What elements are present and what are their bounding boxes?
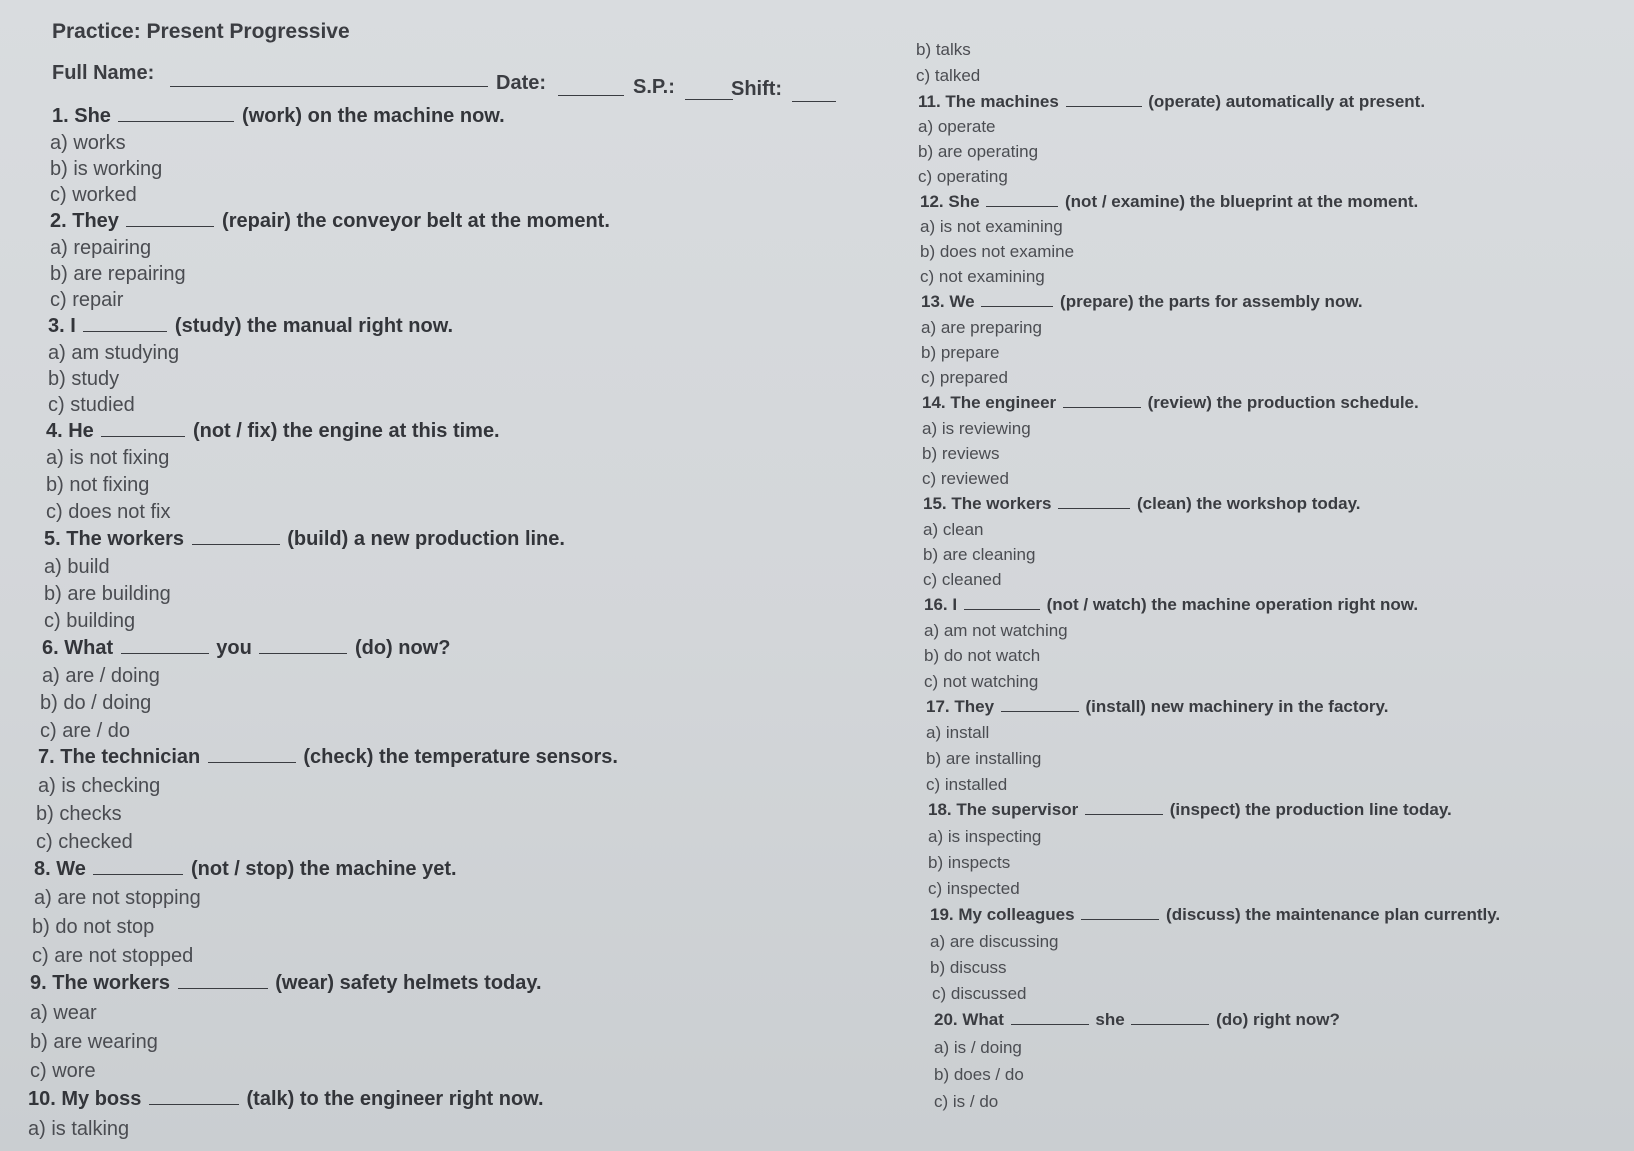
question-8: 8. We (not / stop) the machine yet.: [34, 858, 457, 880]
answer-blank[interactable]: [101, 435, 185, 437]
option-18c[interactable]: c) inspected: [928, 879, 1020, 898]
option-11a[interactable]: a) operate: [918, 117, 996, 136]
option-19c[interactable]: c) discussed: [932, 984, 1027, 1003]
option-2b[interactable]: b) are repairing: [50, 263, 186, 285]
option-3a[interactable]: a) am studying: [48, 342, 180, 364]
option-19a[interactable]: a) are discussing: [930, 932, 1059, 951]
option-15a[interactable]: a) clean: [923, 520, 984, 539]
option-12a[interactable]: a) is not examining: [920, 217, 1063, 236]
option-1b[interactable]: b) is working: [50, 158, 163, 180]
answer-blank-2[interactable]: [1131, 1023, 1209, 1025]
option-8c[interactable]: c) are not stopped: [32, 945, 194, 967]
question-6: 6. What you (do) now?: [42, 637, 451, 659]
sp-label: S.P.:: [633, 76, 675, 98]
option-4a[interactable]: a) is not fixing: [46, 447, 170, 469]
option-8b[interactable]: b) do not stop: [32, 916, 155, 938]
question-10: 10. My boss (talk) to the engineer right now.: [28, 1088, 544, 1110]
answer-blank[interactable]: [986, 205, 1058, 207]
answer-blank-1[interactable]: [1011, 1023, 1089, 1025]
sp-field[interactable]: [685, 99, 733, 100]
answer-blank[interactable]: [178, 987, 268, 989]
option-4c[interactable]: c) does not fix: [46, 501, 171, 523]
option-12c[interactable]: c) not examining: [920, 267, 1045, 286]
option-2c[interactable]: c) repair: [50, 289, 124, 311]
option-11b[interactable]: b) are operating: [918, 142, 1039, 161]
option-13b[interactable]: b) prepare: [921, 343, 1000, 362]
option-14b[interactable]: b) reviews: [922, 444, 1000, 463]
option-18b[interactable]: b) inspects: [928, 853, 1011, 872]
option-6b[interactable]: b) do / doing: [40, 692, 152, 714]
answer-blank[interactable]: [1066, 105, 1142, 107]
option-7b[interactable]: b) checks: [36, 803, 122, 825]
option-4b[interactable]: b) not fixing: [46, 474, 150, 496]
option-9c[interactable]: c) wore: [30, 1060, 96, 1082]
full-name-label: Full Name:: [52, 62, 155, 84]
question-13: 13. We (prepare) the parts for assembly now.: [921, 292, 1363, 311]
answer-blank[interactable]: [118, 120, 234, 122]
question-1: 1. She (work) on the machine now.: [52, 105, 505, 127]
option-16b[interactable]: b) do not watch: [924, 646, 1041, 665]
answer-blank-1[interactable]: [121, 652, 209, 654]
shift-field[interactable]: [792, 101, 836, 102]
option-10c[interactable]: c) talked: [916, 66, 981, 85]
answer-blank[interactable]: [1063, 406, 1141, 408]
answer-blank-2[interactable]: [259, 652, 347, 654]
option-1c[interactable]: c) worked: [50, 184, 137, 206]
question-11: 11. The machines (operate) automatically at present.: [918, 92, 1426, 111]
answer-blank[interactable]: [1058, 507, 1130, 509]
option-7c[interactable]: c) checked: [36, 831, 133, 853]
option-3c[interactable]: c) studied: [48, 394, 135, 416]
option-15b[interactable]: b) are cleaning: [923, 545, 1036, 564]
page-title: Practice: Present Progressive: [52, 20, 350, 43]
question-7: 7. The technician (check) the temperature sensors.: [38, 746, 618, 768]
question-12: 12. She (not / examine) the blueprint at the moment.: [920, 192, 1419, 211]
option-5b[interactable]: b) are building: [44, 583, 171, 605]
option-8a[interactable]: a) are not stopping: [34, 887, 201, 909]
full-name-field[interactable]: [170, 86, 488, 87]
option-20b[interactable]: b) does / do: [934, 1065, 1024, 1084]
option-3b[interactable]: b) study: [48, 368, 120, 390]
question-3: 3. I (study) the manual right now.: [48, 315, 454, 337]
option-18a[interactable]: a) is inspecting: [928, 827, 1042, 846]
answer-blank[interactable]: [1001, 710, 1079, 712]
option-2a[interactable]: a) repairing: [50, 237, 152, 259]
question-15: 15. The workers (clean) the workshop today.: [923, 494, 1361, 513]
option-17c[interactable]: c) installed: [926, 775, 1008, 794]
option-20c[interactable]: c) is / do: [934, 1092, 999, 1111]
answer-blank[interactable]: [93, 873, 183, 875]
option-10b[interactable]: b) talks: [916, 40, 971, 59]
question-18: 18. The supervisor (inspect) the production line today.: [928, 800, 1452, 819]
option-17a[interactable]: a) install: [926, 723, 990, 742]
date-label: Date:: [496, 72, 547, 94]
option-13a[interactable]: a) are preparing: [921, 318, 1042, 337]
shift-label: Shift:: [731, 78, 783, 100]
option-11c[interactable]: c) operating: [918, 167, 1008, 186]
date-field[interactable]: [558, 95, 624, 96]
option-6a[interactable]: a) are / doing: [42, 665, 160, 687]
option-14c[interactable]: c) reviewed: [922, 469, 1009, 488]
option-13c[interactable]: c) prepared: [921, 368, 1008, 387]
answer-blank[interactable]: [1085, 813, 1163, 815]
question-19: 19. My colleagues (discuss) the maintenance plan currently.: [930, 905, 1501, 924]
answer-blank[interactable]: [83, 330, 167, 332]
question-20: 20. What she (do) right now?: [934, 1010, 1340, 1029]
answer-blank[interactable]: [964, 608, 1040, 610]
question-9: 9. The workers (wear) safety helmets today.: [30, 972, 542, 994]
option-5c[interactable]: c) building: [44, 610, 136, 632]
option-9b[interactable]: b) are wearing: [30, 1031, 158, 1053]
question-2: 2. They (repair) the conveyor belt at the moment.: [50, 210, 610, 232]
option-7a[interactable]: a) is checking: [38, 775, 161, 797]
option-19b[interactable]: b) discuss: [930, 958, 1007, 977]
answer-blank[interactable]: [1081, 918, 1159, 920]
question-16: 16. I (not / watch) the machine operation right now.: [924, 595, 1419, 614]
question-17: 17. They (install) new machinery in the factory.: [926, 697, 1389, 716]
option-5a[interactable]: a) build: [44, 556, 110, 578]
answer-blank[interactable]: [192, 543, 280, 545]
answer-blank[interactable]: [149, 1103, 239, 1105]
option-20a[interactable]: a) is / doing: [934, 1038, 1022, 1057]
option-9a[interactable]: a) wear: [30, 1002, 97, 1024]
option-12b[interactable]: b) does not examine: [920, 242, 1075, 261]
answer-blank[interactable]: [981, 305, 1053, 307]
option-10a[interactable]: a) is talking: [28, 1118, 130, 1140]
option-16c[interactable]: c) not watching: [924, 672, 1039, 691]
option-15c[interactable]: c) cleaned: [923, 570, 1002, 589]
option-17b[interactable]: b) are installing: [926, 749, 1042, 768]
option-6c[interactable]: c) are / do: [40, 720, 131, 742]
question-14: 14. The engineer (review) the production schedule.: [922, 393, 1419, 412]
answer-blank[interactable]: [126, 225, 214, 227]
option-14a[interactable]: a) is reviewing: [922, 419, 1031, 438]
option-1a[interactable]: a) works: [50, 132, 126, 154]
option-16a[interactable]: a) am not watching: [924, 621, 1068, 640]
question-4: 4. He (not / fix) the engine at this time.: [46, 420, 500, 442]
answer-blank[interactable]: [208, 761, 296, 763]
question-5: 5. The workers (build) a new production line.: [44, 528, 565, 550]
